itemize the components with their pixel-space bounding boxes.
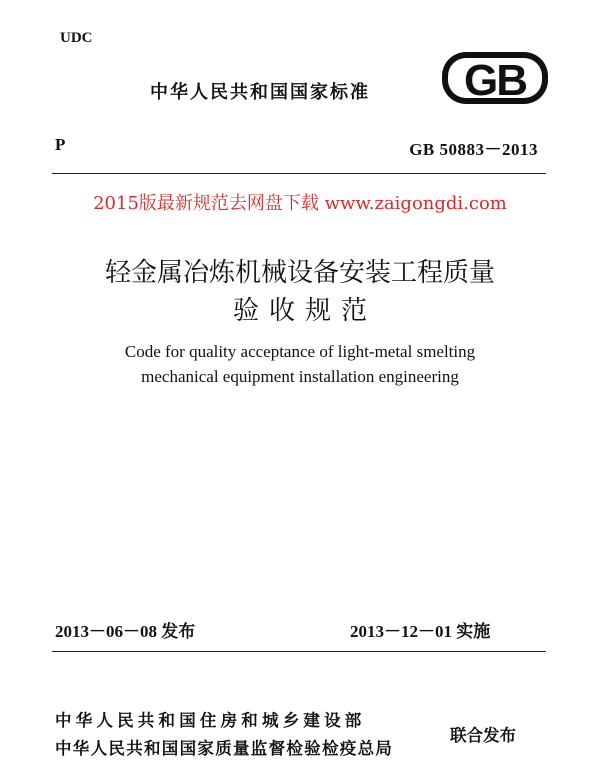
implementation-date: 2013－12－01 实施 [350,622,491,641]
bottom-divider [52,651,546,652]
issue-date: 2013－06－08 发布 [55,622,196,641]
title-english-line2: mechanical equipment installation engineering [141,367,459,386]
watermark-text: 2015版最新规范去网盘下载 www.zaigongdi.com [93,193,507,214]
issuer-ministry: 中华人民共和国住房和城乡建设部 [55,711,366,730]
gb-logo [440,50,550,106]
udc-label: UDC [60,30,93,46]
joint-release-label: 联合发布 [450,726,516,745]
top-divider [52,173,546,174]
classification-code: P [55,135,66,154]
title-chinese-line2: 验收规范 [232,296,377,326]
standard-name: 中华人民共和国国家标准 [150,82,370,103]
issuer-aqsiq: 中华人民共和国国家质量监督检验检疫总局 [55,739,394,758]
standard-code: GB 50883－2013 [409,140,538,159]
title-chinese-line1: 轻金属冶炼机械设备安装工程质量 [104,258,495,288]
gb-logo-text: GB [464,56,526,105]
title-english-line1: Code for quality acceptance of light-metal smelting [124,342,476,361]
